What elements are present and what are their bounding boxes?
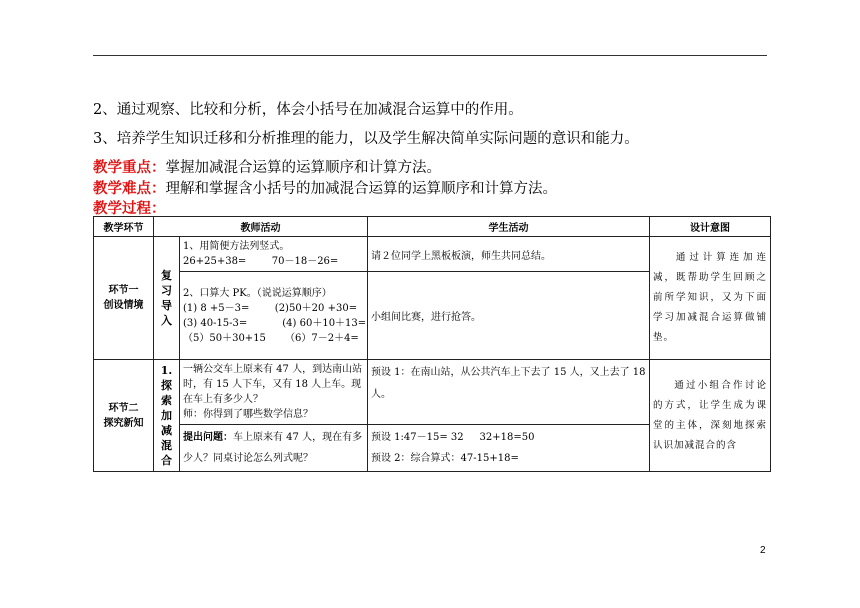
- process-heading: [93, 197, 166, 218]
- segment-2-student-a: 预设 1：在南山站，从公共汽车上下去了 15 人，又上去了 18 人。: [368, 360, 650, 425]
- table-row: [94, 237, 771, 272]
- segment-2-teacher-b: 提出问题：车上原来有 47 人，现在有多少人？同桌讨论怎么列式呢？: [180, 425, 368, 472]
- key-point-label: 教学重点：: [93, 159, 166, 176]
- header-teacher: 教师活动: [154, 217, 368, 237]
- segment-1-teacher-a: 1、用简便方法列竖式。 26+25+38= 70－18－26=: [180, 237, 368, 272]
- difficulty: [93, 177, 557, 198]
- segment-2-teacher-a: 一辆公交车上原来有 47 人，到达南山站时，有 15 人下车，又有 18 人上车。现在车上有多少人？ 师：你得到了哪些数学信息？: [180, 360, 368, 425]
- lesson-table: [93, 216, 771, 472]
- segment-2-sub: 1. 探 索 加 减 混 合: [154, 360, 180, 472]
- segment-1-teacher-b: 2、口算大 PK。（说说运算顺序） (1) 8 +5－3= (2)50＋20 +30= (3) 40-15-3= (4) 60＋10＋13= （5）50＋30+15 （6）7－2＋4=: [180, 272, 368, 360]
- objective-3: 3、培养学生知识迁移和分析推理的能力，以及学生解决简单实际问题的意识和能力。: [93, 131, 639, 147]
- segment-1-design: 通过计算连加连减，既帮助学生回顾之前所学知识，又为下面学习加减混合运算做铺垫。: [650, 237, 771, 360]
- objective-2: 2、通过观察、比较和分析，体会小括号在加减混合运算中的作用。: [93, 102, 523, 118]
- segment-1-sub: 复 习 导 入: [154, 237, 180, 360]
- difficulty-label: 教学难点：: [93, 180, 166, 197]
- segment-2-design: 通过小组合作讨论的方式，让学生成为课堂的主体，深刻地探索认识加减混合的含: [650, 360, 771, 472]
- segment-1-student-b: 小组间比赛，进行抢答。: [368, 272, 650, 360]
- segment-1-name: 环节一 创设情境: [94, 237, 154, 360]
- difficulty-text: 理解和掌握含小括号的加减混合运算的运算顺序和计算方法。: [165, 181, 557, 197]
- segment-1-student-a: 请２位同学上黑板板演，师生共同总结。: [368, 237, 650, 272]
- header-design: 设计意图: [650, 217, 771, 237]
- key-point-text: 掌握加减混合运算的运算顺序和计算方法。: [165, 160, 441, 176]
- page-number: 2: [760, 545, 766, 556]
- segment-2-name: 环节二 探究新知: [94, 360, 154, 472]
- table-header-row: [94, 217, 771, 237]
- header-student: 学生活动: [368, 217, 650, 237]
- process-label: 教学过程：: [93, 200, 166, 217]
- key-point: [93, 156, 441, 177]
- header-rule: [93, 55, 767, 56]
- table-row: [94, 360, 771, 425]
- segment-2-student-b: 预设 1:47－15= 32 32+18=50 预设 2：综合算式：47-15+18=: [368, 425, 650, 472]
- header-segment: 教学环节: [94, 217, 154, 237]
